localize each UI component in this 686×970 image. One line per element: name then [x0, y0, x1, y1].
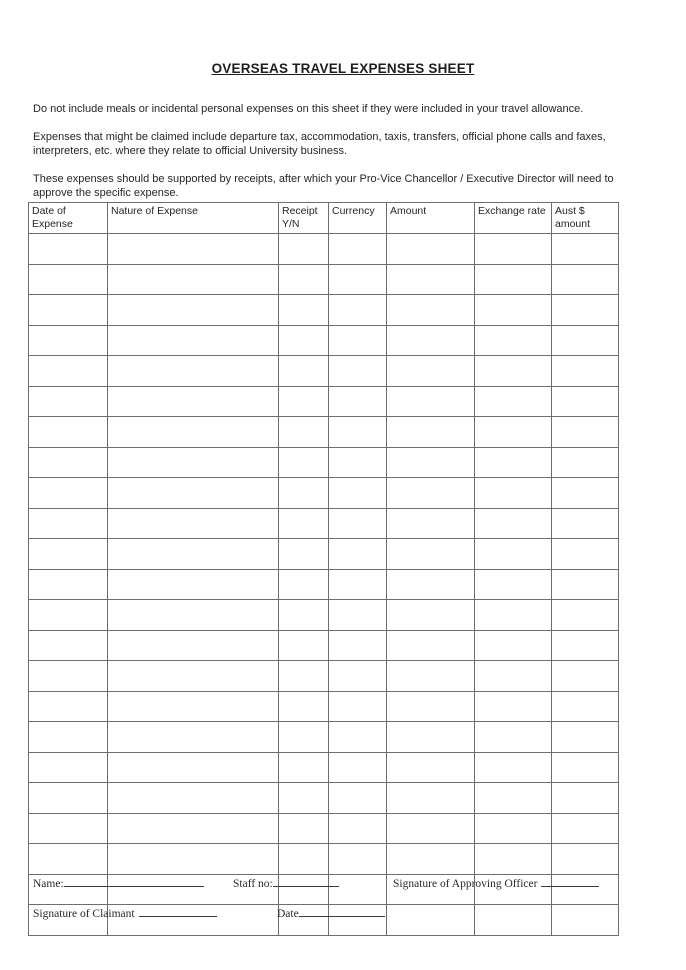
expense-cell: [29, 417, 108, 448]
expense-cell: [279, 447, 329, 478]
expense-cell: [552, 234, 619, 265]
expense-cell: [552, 356, 619, 387]
expense-cell: [29, 234, 108, 265]
expense-cell: [387, 539, 475, 570]
expense-cell: [108, 691, 279, 722]
expense-row: [29, 539, 619, 570]
expense-cell: [108, 264, 279, 295]
expense-cell: [329, 813, 387, 844]
expense-cell: [29, 844, 108, 875]
expense-cell: [387, 813, 475, 844]
expense-cell: [387, 844, 475, 875]
expense-cell: [279, 478, 329, 509]
expense-row: [29, 569, 619, 600]
expense-cell: [475, 813, 552, 844]
expense-cell: [475, 600, 552, 631]
expense-cell: [279, 661, 329, 692]
approving-officer-label: Signature of Approving Officer: [393, 878, 538, 890]
expense-cell: [279, 569, 329, 600]
expense-cell: [475, 691, 552, 722]
expense-cell: [108, 630, 279, 661]
approving-officer-line: [541, 884, 599, 887]
expense-cell: [329, 295, 387, 326]
expense-cell: [29, 478, 108, 509]
expense-cell: [387, 325, 475, 356]
expense-cell: [387, 691, 475, 722]
expense-cell: [387, 783, 475, 814]
expense-cell: [29, 691, 108, 722]
expense-cell: [329, 722, 387, 753]
expense-row: [29, 722, 619, 753]
expense-cell: [29, 661, 108, 692]
expense-cell: [329, 783, 387, 814]
expense-cell: [475, 356, 552, 387]
expense-cell: [475, 447, 552, 478]
expense-cell: [108, 447, 279, 478]
expense-cell: [279, 264, 329, 295]
expense-cell: [475, 264, 552, 295]
expense-cell: [29, 630, 108, 661]
expense-cell: [475, 630, 552, 661]
table-header-row: [29, 203, 619, 234]
expense-cell: [108, 813, 279, 844]
expense-cell: [552, 264, 619, 295]
expense-cell: [329, 539, 387, 570]
date-field: [277, 908, 385, 920]
expense-cell: [108, 234, 279, 265]
expense-row: [29, 356, 619, 387]
expense-row: [29, 234, 619, 265]
expense-cell: [329, 356, 387, 387]
expense-cell: [329, 264, 387, 295]
expense-cell: [29, 325, 108, 356]
expense-cell: [329, 508, 387, 539]
expense-cell: [108, 295, 279, 326]
expense-row: [29, 417, 619, 448]
claimant-line: [139, 914, 217, 917]
expense-cell: [387, 905, 475, 936]
expense-cell: [329, 417, 387, 448]
expense-cell: [552, 539, 619, 570]
expense-cell: [387, 752, 475, 783]
expense-row: [29, 783, 619, 814]
expense-cell: [329, 386, 387, 417]
expense-cell: [475, 539, 552, 570]
expense-cell: [108, 386, 279, 417]
col-header-nature-of-expense: Nature of Expense: [108, 203, 279, 234]
name-field: [33, 878, 204, 890]
expense-cell: [387, 508, 475, 539]
expense-cell: [387, 417, 475, 448]
expense-cell: [387, 447, 475, 478]
expense-cell: [108, 539, 279, 570]
expense-cell: [29, 508, 108, 539]
expense-cell: [108, 752, 279, 783]
claimant-signature-field: [33, 908, 217, 920]
expense-cell: [29, 264, 108, 295]
expense-cell: [387, 386, 475, 417]
expense-cell: [475, 569, 552, 600]
expense-cell: [329, 752, 387, 783]
approving-officer-field: [393, 878, 599, 890]
col-header-date-of-expense: Date of Expense: [29, 203, 108, 234]
expense-cell: [552, 478, 619, 509]
expense-cell: [552, 447, 619, 478]
expense-cell: [552, 752, 619, 783]
col-header-receipt: Receipt Y/N: [279, 203, 329, 234]
expense-cell: [552, 691, 619, 722]
expense-cell: [29, 752, 108, 783]
expense-cell: [475, 417, 552, 448]
expense-cell: [279, 783, 329, 814]
expense-cell: [552, 905, 619, 936]
col-header-amount: Amount: [387, 203, 475, 234]
expense-cell: [475, 722, 552, 753]
expense-row: [29, 295, 619, 326]
staff-no-label: Staff no:: [233, 878, 273, 890]
expense-cell: [279, 356, 329, 387]
expense-row: [29, 661, 619, 692]
expense-cell: [329, 661, 387, 692]
expense-cell: [108, 325, 279, 356]
expense-cell: [552, 844, 619, 875]
expense-row: [29, 813, 619, 844]
expense-cell: [108, 722, 279, 753]
expense-cell: [279, 691, 329, 722]
expense-cell: [279, 630, 329, 661]
expense-cell: [108, 478, 279, 509]
expense-cell: [29, 783, 108, 814]
expense-cell: [279, 325, 329, 356]
expense-cell: [29, 722, 108, 753]
expense-row: [29, 691, 619, 722]
expense-cell: [552, 722, 619, 753]
expense-cell: [552, 600, 619, 631]
expense-cell: [29, 813, 108, 844]
expense-cell: [475, 508, 552, 539]
expense-cell: [552, 325, 619, 356]
expense-cell: [279, 539, 329, 570]
expense-row: [29, 600, 619, 631]
instruction-paragraph-receipts: These expenses should be supported by receipts, after which your Pro-Vice Chancellor / Executive Director will need to approve the specific expense.: [33, 173, 614, 199]
expense-cell: [279, 295, 329, 326]
expense-cell: [387, 264, 475, 295]
expense-cell: [329, 600, 387, 631]
expense-cell: [279, 234, 329, 265]
expense-cell: [475, 325, 552, 356]
expense-cell: [552, 508, 619, 539]
expense-cell: [552, 783, 619, 814]
expense-cell: [552, 813, 619, 844]
instruction-paragraph-allowance: Do not include meals or incidental personal expenses on this sheet if they were included in your travel allowance.: [33, 103, 584, 115]
expense-cell: [108, 600, 279, 631]
expense-cell: [552, 386, 619, 417]
expense-row: [29, 264, 619, 295]
instruction-paragraph-claimable: Expenses that might be claimed include departure tax, accommodation, taxis, transfers, official phone calls and faxes, interpreters, etc. where they relate to official University business.: [33, 131, 606, 157]
expense-cell: [29, 447, 108, 478]
expense-cell: [279, 722, 329, 753]
expense-cell: [387, 722, 475, 753]
expense-cell: [387, 478, 475, 509]
expense-cell: [329, 844, 387, 875]
expense-cell: [387, 600, 475, 631]
expense-cell: [387, 295, 475, 326]
expense-cell: [108, 417, 279, 448]
expense-cell: [475, 905, 552, 936]
col-header-currency: Currency: [329, 203, 387, 234]
expense-cell: [329, 569, 387, 600]
expense-cell: [279, 844, 329, 875]
expense-cell: [29, 356, 108, 387]
expense-cell: [29, 600, 108, 631]
expense-cell: [552, 569, 619, 600]
expense-cell: [475, 844, 552, 875]
expense-cell: [552, 661, 619, 692]
expense-cell: [329, 325, 387, 356]
expense-cell: [329, 234, 387, 265]
expense-cell: [475, 234, 552, 265]
expense-cell: [329, 691, 387, 722]
col-header-aust-amount: Aust $ amount: [552, 203, 619, 234]
name-label: Name:: [33, 878, 64, 890]
expense-cell: [279, 752, 329, 783]
expense-row: [29, 325, 619, 356]
expense-row: [29, 447, 619, 478]
expense-cell: [329, 478, 387, 509]
date-label: Date: [277, 908, 299, 920]
expense-cell: [475, 386, 552, 417]
expense-cell: [329, 447, 387, 478]
expense-cell: [475, 478, 552, 509]
page-title: OVERSEAS TRAVEL EXPENSES SHEET: [211, 61, 475, 76]
staff-no-line: [273, 884, 339, 887]
expense-cell: [29, 569, 108, 600]
expense-cell: [108, 569, 279, 600]
expense-cell: [108, 844, 279, 875]
expense-row: [29, 844, 619, 875]
date-line: [299, 914, 385, 917]
expense-cell: [29, 386, 108, 417]
expense-cell: [29, 539, 108, 570]
expense-cell: [108, 783, 279, 814]
expense-cell: [387, 356, 475, 387]
expense-cell: [387, 569, 475, 600]
claimant-label: Signature of Claimant: [33, 908, 135, 920]
expense-row: [29, 478, 619, 509]
expense-cell: [552, 295, 619, 326]
col-header-exchange-rate: Exchange rate: [475, 203, 552, 234]
expense-cell: [279, 386, 329, 417]
expense-cell: [552, 417, 619, 448]
expense-cell: [475, 661, 552, 692]
expense-row: [29, 508, 619, 539]
expense-cell: [475, 783, 552, 814]
expense-cell: [108, 508, 279, 539]
expense-cell: [29, 295, 108, 326]
expense-row: [29, 630, 619, 661]
staff-no-field: [233, 878, 339, 890]
expense-cell: [279, 417, 329, 448]
expense-cell: [108, 356, 279, 387]
expense-cell: [387, 661, 475, 692]
expense-cell: [108, 661, 279, 692]
expense-cell: [475, 752, 552, 783]
expense-cell: [387, 630, 475, 661]
expense-row: [29, 752, 619, 783]
expense-table-body: [29, 234, 619, 936]
expense-cell: [279, 813, 329, 844]
name-line: [64, 884, 204, 887]
expense-cell: [329, 630, 387, 661]
expense-row: [29, 386, 619, 417]
expense-cell: [279, 508, 329, 539]
expense-cell: [279, 600, 329, 631]
expense-cell: [552, 630, 619, 661]
expense-cell: [475, 295, 552, 326]
expense-cell: [387, 234, 475, 265]
expenses-table: [28, 202, 619, 936]
